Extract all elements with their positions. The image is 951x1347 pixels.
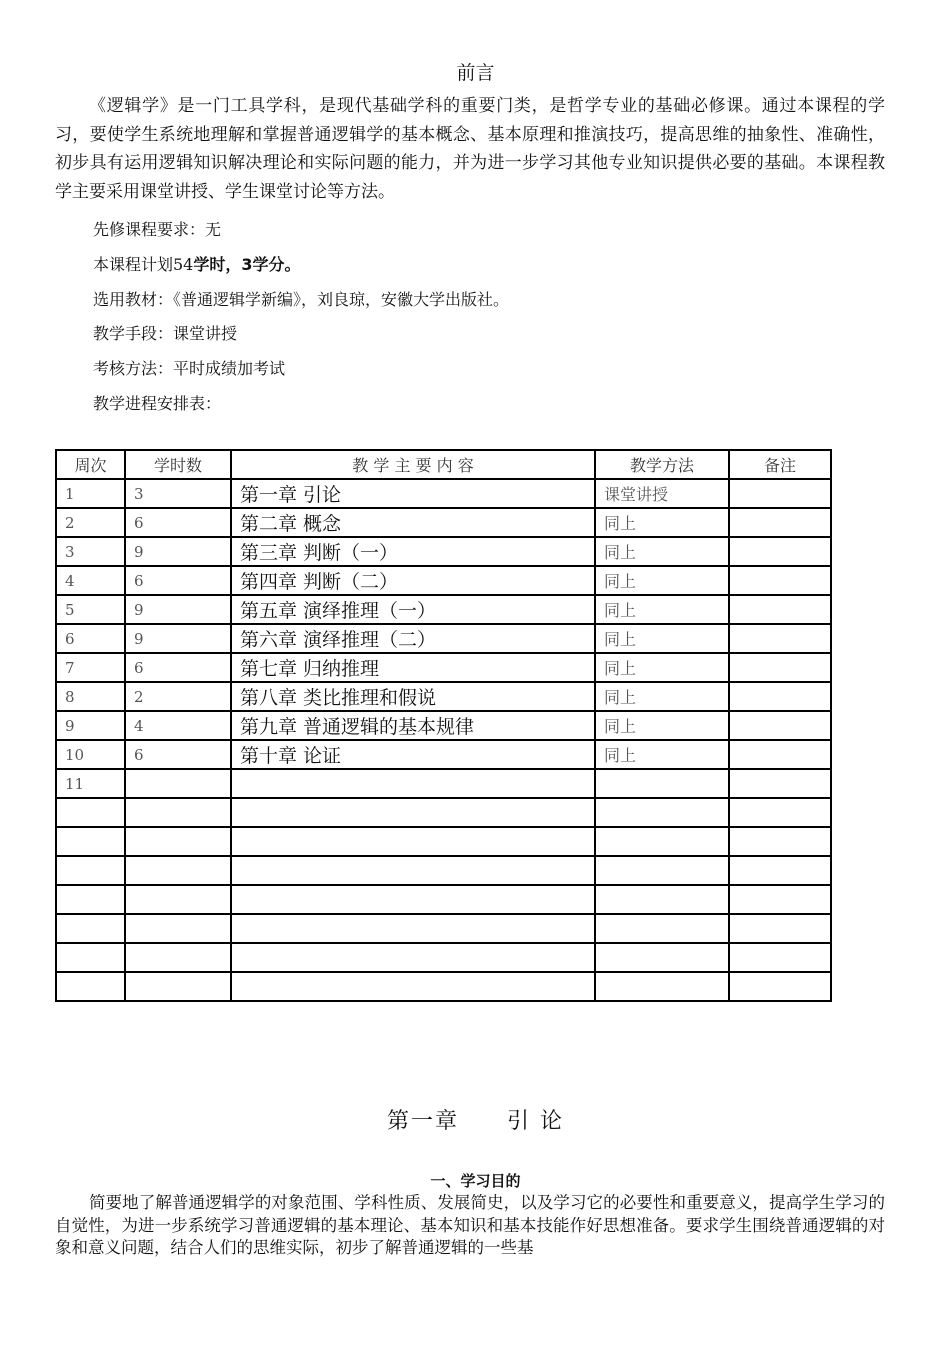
table-row: [56, 566, 831, 595]
cell-hours: 9: [125, 624, 231, 653]
table-row: [56, 943, 831, 972]
cell-method: 同上: [595, 566, 729, 595]
table-row: [56, 827, 831, 856]
table-row: [56, 972, 831, 1001]
cell-content: 第四章 判断（二）: [231, 566, 595, 595]
cell-method: 同上: [595, 682, 729, 711]
cell-hours: 4: [125, 711, 231, 740]
cell-method: [595, 943, 729, 972]
table-row: [56, 798, 831, 827]
cell-content: 第六章 演绎推理（二）: [231, 624, 595, 653]
cell-week: [56, 856, 125, 885]
cell-hours: [125, 827, 231, 856]
cell-week: 4: [56, 566, 125, 595]
cell-week: 10: [56, 740, 125, 769]
chapter-name: 引 论: [507, 1109, 564, 1134]
cell-hours: 9: [125, 595, 231, 624]
header-note: 备注: [729, 450, 831, 479]
preface-title: 前言: [456, 62, 495, 84]
cell-hours: [125, 914, 231, 943]
cell-note: [729, 711, 831, 740]
header-hours: 学时数: [125, 450, 231, 479]
cell-content: [231, 827, 595, 856]
table-row: [56, 682, 831, 711]
cell-note: [729, 885, 831, 914]
cell-content: [231, 769, 595, 798]
section-heading: 一、学习目的: [430, 1172, 521, 1190]
cell-note: [729, 769, 831, 798]
table-row: [56, 479, 831, 508]
cell-week: [56, 827, 125, 856]
course-plan-prefix: 本课程计划54: [93, 255, 194, 274]
cell-method: 同上: [595, 595, 729, 624]
cell-hours: 6: [125, 653, 231, 682]
cell-method: [595, 856, 729, 885]
cell-hours: [125, 885, 231, 914]
cell-hours: 2: [125, 682, 231, 711]
cell-method: 课堂讲授: [595, 479, 729, 508]
cell-note: [729, 914, 831, 943]
header-week: 周次: [56, 450, 125, 479]
teaching-method-line: 教学手段：课堂讲授: [93, 324, 238, 343]
table-row: [56, 740, 831, 769]
cell-hours: 6: [125, 566, 231, 595]
cell-content: 第五章 演绎推理（一）: [231, 595, 595, 624]
cell-week: [56, 798, 125, 827]
cell-hours: 6: [125, 740, 231, 769]
cell-content: 第三章 判断（一）: [231, 537, 595, 566]
cell-method: 同上: [595, 740, 729, 769]
schedule-label: 教学进程安排表：: [93, 394, 222, 413]
cell-note: [729, 798, 831, 827]
table-row: [56, 537, 831, 566]
table-body: [56, 479, 831, 1001]
cell-content: [231, 914, 595, 943]
header-method: 教学方法: [595, 450, 729, 479]
cell-week: 1: [56, 479, 125, 508]
table-row: [56, 885, 831, 914]
cell-method: [595, 798, 729, 827]
table-row: [56, 624, 831, 653]
cell-hours: 6: [125, 508, 231, 537]
teaching-schedule-table: [55, 449, 832, 1002]
cell-note: [729, 653, 831, 682]
cell-week: 5: [56, 595, 125, 624]
cell-note: [729, 595, 831, 624]
cell-week: 11: [56, 769, 125, 798]
cell-note: [729, 827, 831, 856]
table-row: [56, 711, 831, 740]
cell-hours: [125, 769, 231, 798]
cell-method: 同上: [595, 508, 729, 537]
table-row: [56, 595, 831, 624]
cell-content: [231, 885, 595, 914]
cell-method: [595, 914, 729, 943]
cell-note: [729, 740, 831, 769]
cell-week: [56, 885, 125, 914]
cell-week: 7: [56, 653, 125, 682]
cell-method: 同上: [595, 711, 729, 740]
cell-method: 同上: [595, 624, 729, 653]
cell-note: [729, 537, 831, 566]
cell-method: 同上: [595, 537, 729, 566]
cell-hours: [125, 856, 231, 885]
cell-content: 第八章 类比推理和假说: [231, 682, 595, 711]
cell-content: 第二章 概念: [231, 508, 595, 537]
cell-content: [231, 972, 595, 1001]
cell-hours: 9: [125, 537, 231, 566]
table-row: [56, 508, 831, 537]
cell-week: [56, 943, 125, 972]
cell-method: [595, 827, 729, 856]
cell-method: [595, 972, 729, 1001]
cell-method: [595, 769, 729, 798]
textbook-line: 选用教材：《普通逻辑学新编》，刘良琼，安徽大学出版社。: [93, 290, 510, 309]
cell-content: [231, 943, 595, 972]
cell-content: 第九章 普通逻辑的基本规律: [231, 711, 595, 740]
cell-hours: [125, 972, 231, 1001]
cell-week: [56, 914, 125, 943]
cell-week: 3: [56, 537, 125, 566]
cell-method: 同上: [595, 653, 729, 682]
cell-note: [729, 508, 831, 537]
cell-note: [729, 856, 831, 885]
cell-hours: 3: [125, 479, 231, 508]
cell-content: [231, 798, 595, 827]
prerequisite-line: 先修课程要求：无: [93, 220, 222, 239]
cell-content: 第十章 论证: [231, 740, 595, 769]
chapter-number: 第一章: [386, 1109, 459, 1134]
cell-note: [729, 682, 831, 711]
table-row: [56, 653, 831, 682]
table-row: [56, 769, 831, 798]
cell-week: 9: [56, 711, 125, 740]
header-content: 教 学 主 要 内 容: [231, 450, 595, 479]
cell-note: [729, 566, 831, 595]
cell-method: [595, 885, 729, 914]
cell-week: 8: [56, 682, 125, 711]
cell-content: [231, 856, 595, 885]
chapter-title: [0, 1104, 951, 1135]
cell-hours: [125, 943, 231, 972]
table-header-row: [56, 450, 831, 479]
cell-week: [56, 972, 125, 1001]
cell-content: 第一章 引论: [231, 479, 595, 508]
cell-week: 2: [56, 508, 125, 537]
course-plan-credits: 学时，3学分。: [193, 255, 301, 274]
course-plan-line: [93, 252, 301, 275]
table-row: [56, 856, 831, 885]
cell-note: [729, 479, 831, 508]
cell-note: [729, 943, 831, 972]
preface-intro-paragraph: 《逻辑学》是一门工具学科，是现代基础学科的重要门类，是哲学专业的基础必修课。通过本课程的学习，要使学生系统地理解和掌握普通逻辑学的基本概念、基本原理和推演技巧，提高思维的抽象性、准确性，初步具有运用逻辑知识解决理论和实际问题的能力，并为进一步学习其他专业知识提供必要的基础。本课程教学主要采用课堂讲授、学生课堂讨论等方法。: [55, 96, 885, 202]
cell-hours: [125, 798, 231, 827]
table-row: [56, 914, 831, 943]
cell-note: [729, 624, 831, 653]
cell-content: 第七章 归纳推理: [231, 653, 595, 682]
cell-week: 6: [56, 624, 125, 653]
cell-note: [729, 972, 831, 1001]
assessment-line: 考核方法：平时成绩加考试: [93, 359, 286, 378]
chapter-body-paragraph: 简要地了解普通逻辑学的对象范围、学科性质、发展简史，以及学习它的必要性和重要意义，提高学生学习的自觉性，为进一步系统学习普通逻辑的基本理论、基本知识和基本技能作好思想准备。要求学生围绕普通逻辑的对象和意义问题，结合人们的思维实际，初步了解普通逻辑的一些基: [55, 1193, 885, 1257]
